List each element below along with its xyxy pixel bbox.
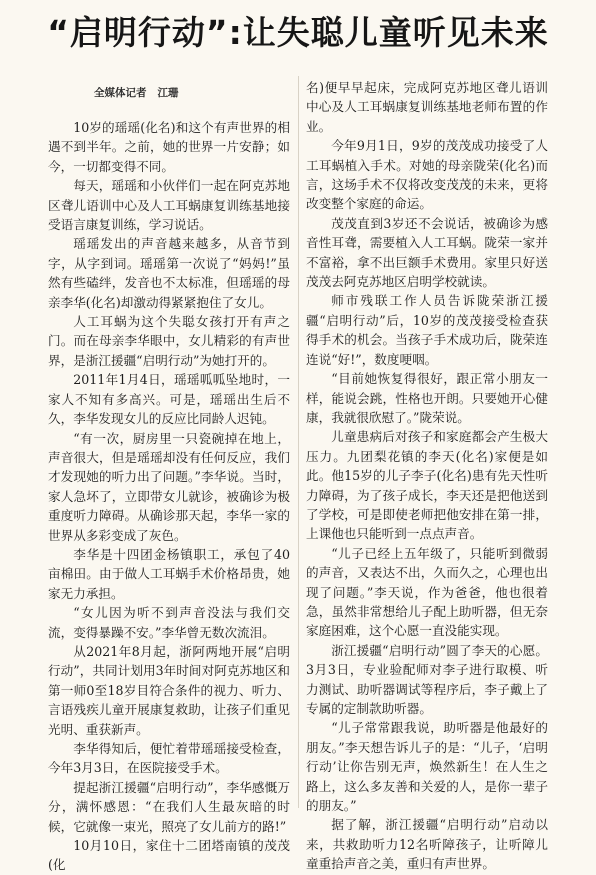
paragraph: “有一次，厨房里一只瓷碗掉在地上，声音很大，但是瑶瑶却没有任何反应，我们才发现她的听力出了问题。”李华说。当时，家人急坏了，立即带女儿就诊，被确诊为极重度听力障碍。从确诊那天起，李华一家的世界从多彩变成了灰色。 [48, 430, 290, 543]
paragraph: 瑶瑶发出的声音越来越多，从音节到字，从字到词。瑶瑶第一次说了“妈妈!”虽然有些磕绊，发音也不太标准，但瑶瑶的母亲李华(化名)却激动得紧紧抱住了女儿。 [48, 236, 290, 310]
column-divider [298, 76, 299, 808]
paragraph: 10月10日，家住十二团塔南镇的茂茂(化 [48, 838, 290, 873]
paragraph: 10岁的瑶瑶(化名)和这个有声世界的相遇不到半年。之前，她的世界一片安静；如今，一切都变得不同。 [48, 120, 290, 174]
paragraph: 茂茂直到3岁还不会说话，被确诊为感音性耳聋，需要植入人工耳蜗。陇荣一家并不富裕，拿不出巨额手术费用。家里只好送茂茂去阿克苏地区启明学校就读。 [306, 215, 548, 290]
paragraph: 今年9月1日，9岁的茂茂成功接受了人工耳蜗植入手术。对她的母亲陇荣(化名)而言，这场手术不仅将改变茂茂的未来，更将改变整个家庭的命运。 [306, 138, 548, 212]
paragraph: 提起浙江援疆“启明行动”，李华感慨万分，满怀感恩：“在我们人生最灰暗的时候，它就像一束光，照亮了女儿前方的路!” [48, 779, 290, 834]
paragraph: “目前她恢复得很好，跟正常小朋友一样，能说会跳，性格也开朗。只要她开心健康，我就很欣慰了。”陇荣说。 [306, 371, 548, 425]
article-column-right [306, 78, 548, 872]
paragraph: 儿童患病后对孩子和家庭都会产生极大压力。九团梨花镇的李天(化名)家便是如此。他15岁的儿子李子(化名)患有先天性听力障碍，为了孩子成长，李天还是把他送到了学校，可是即使老师把他安排在第一排，上课他也只能听到一点点声音。 [306, 429, 548, 542]
paragraph: 每天，瑶瑶和小伙伴们一起在阿克苏地区聋儿语训中心及人工耳蜗康复训练基地接受语言康复训练，学习说话。 [48, 178, 290, 233]
paragraph: 浙江援疆“启明行动”圆了李天的心愿。3月3日，专业验配师对李子进行取模、听力测试、助听器调试等程序后，李子戴上了专属的定制款助听器。 [306, 642, 548, 716]
paragraph: 师市残联工作人员告诉陇荣浙江援疆“启明行动”后，10岁的茂茂接受检查获得手术的机会。当孩子手术成功后，陇荣连连说“好!”，数度哽咽。 [306, 293, 548, 367]
paragraph: 2011年1月4日，瑶瑶呱呱坠地时，一家人不知有多高兴。可是，瑶瑶出生后不久，李华发现女儿的反应比同龄人迟钝。 [48, 372, 290, 427]
paragraph: 人工耳蜗为这个失聪女孩打开有声之门。而在母亲李华眼中，女儿精彩的有声世界，是浙江援疆“启明行动”为她打开的。 [48, 314, 290, 368]
paragraph: “儿子常常跟我说，助听器是他最好的朋友。”李天想告诉儿子的是：“儿子，‘启明行动’让你告别无声，焕然新生！在人生之路上，这么多友善和关爱的人，是你一辈子的朋友。” [306, 720, 548, 814]
paragraph: 从2021年8月起，浙阿两地开展“启明行动”，共同计划用3年时间对阿克苏地区和第一师0至18岁目符合条件的视力、听力、言语残疾儿童开展康复救助，让孩子们重见光明、重获新声。 [48, 643, 290, 737]
paragraph: “儿子已经上五年级了，只能听到微弱的声音，又表达不出，久而久之，心理也出现了问题。”李天说，作为爸爸，他也很着急，虽然非常想给儿子配上助听器，但无奈家庭困难，这个心愿一直没能实现。 [306, 545, 548, 639]
article-column-left [48, 118, 290, 873]
paragraph: 李华得知后，便忙着带瑶瑶接受检查，今年3月3日，在医院接受手术。 [48, 741, 290, 776]
paragraph-continuation: 名)便早早起床，完成阿克苏地区聋儿语训中心及人工耳蜗康复训练基地老师布置的作业。 [306, 80, 548, 134]
paragraph: “女儿因为听不到声音没法与我们交流，变得暴躁不安。”李华曾无数次流泪。 [48, 605, 290, 640]
article-headline: “启明行动”:让失聪儿童听见未来 [47, 13, 549, 52]
paragraph: 李华是十四团金杨镇职工，承包了40亩棉田。由于做人工耳蜗手术价格昂贵，她家无力承担。 [48, 546, 290, 601]
article-byline: 全媒体记者 江珊 [94, 87, 179, 99]
paragraph: 据了解，浙江援疆“启明行动”启动以来，共救助听力12名听障孩子，让听障儿童重拾声音之美，重归有声世界。 [306, 817, 548, 872]
